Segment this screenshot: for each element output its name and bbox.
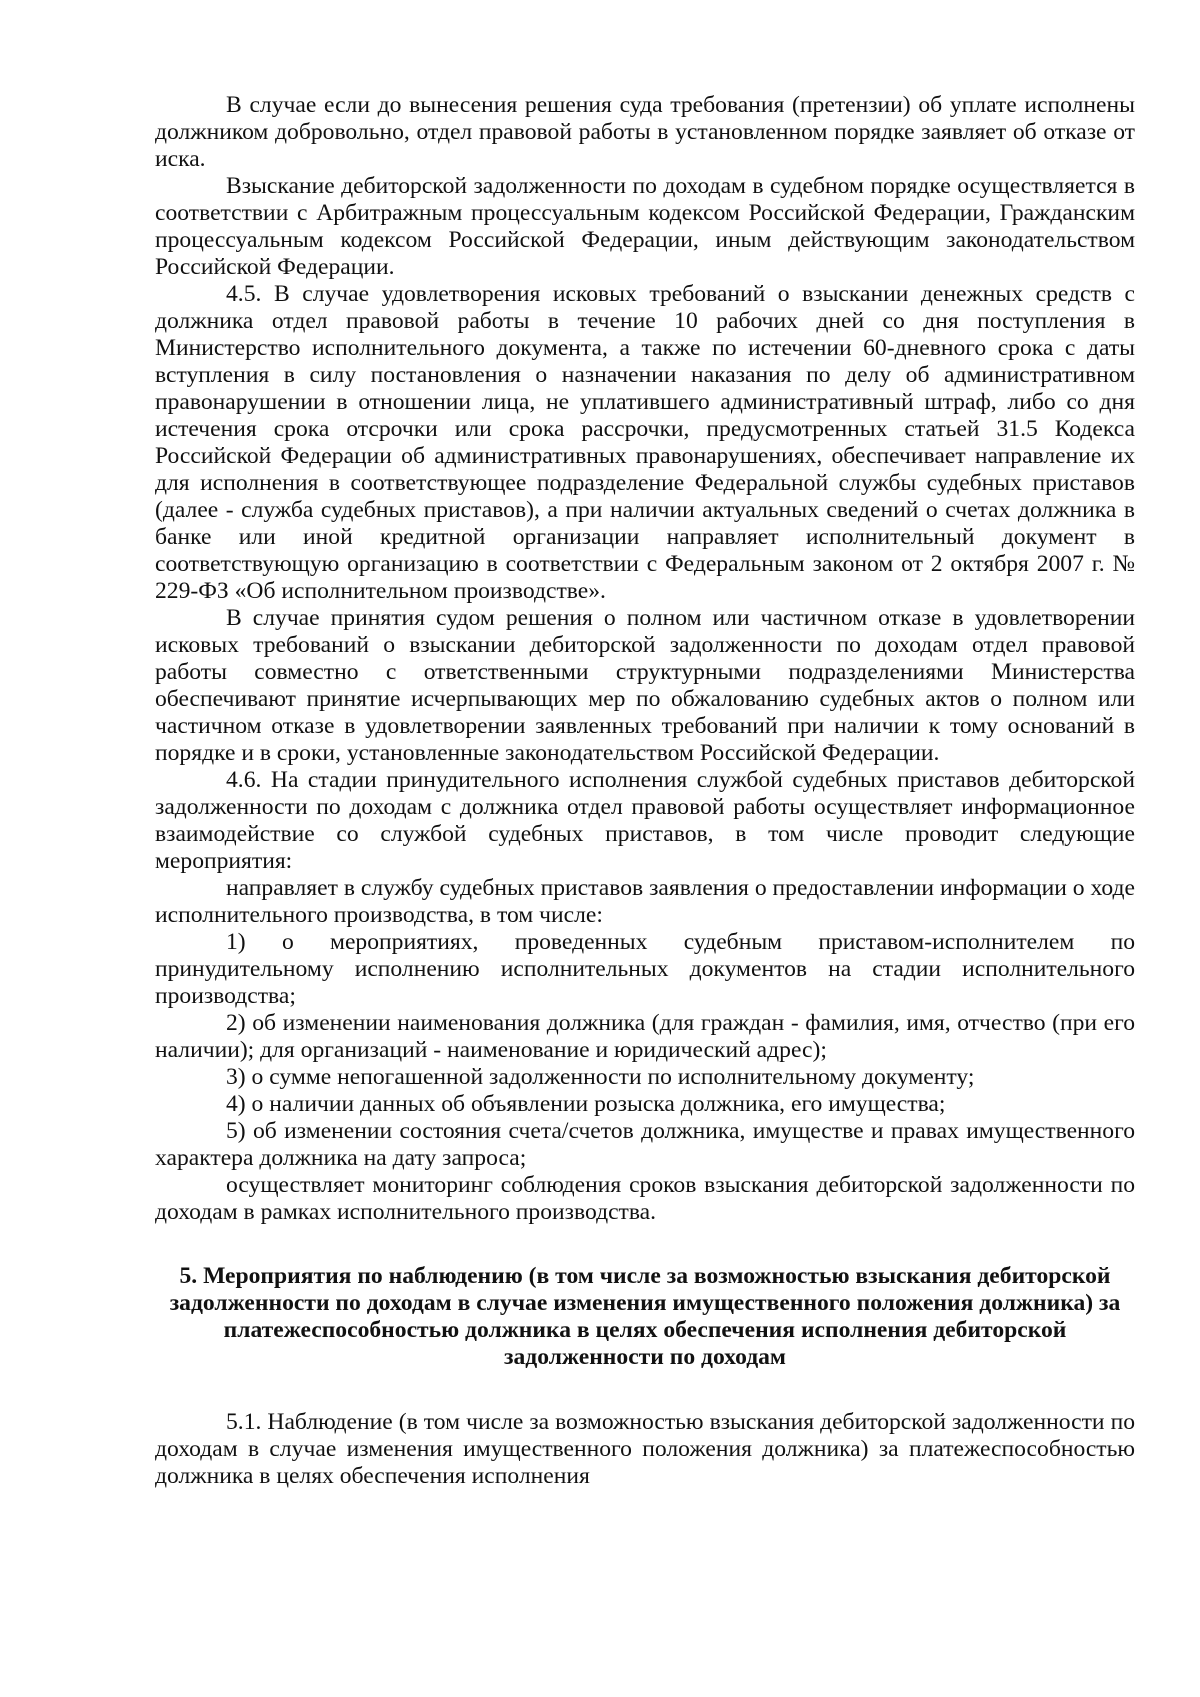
paragraph-judicial-recovery: Взыскание дебиторской задолженности по доходам в судебном порядке осуществляется в соответствии с Арбитражным процессуальным кодексом Российской Федерации, Гражданским процессуальным кодексом Российской Федерации, иным действующим законодательством Российской Федерации. bbox=[155, 173, 1135, 280]
paragraph-monitoring: осуществляет мониторинг соблюдения сроков взыскания дебиторской задолженности по доходам в рамках исполнительного производства. bbox=[155, 1172, 1135, 1225]
paragraph-5-1: 5.1. Наблюдение (в том числе за возможностью взыскания дебиторской задолженности по доходам в случае изменения имущественного положения должника) за платежеспособностью должника в целях обеспечения исполнения bbox=[155, 1409, 1135, 1489]
list-item-2: 2) об изменении наименования должника (для граждан - фамилия, имя, отчество (при его наличии); для организаций - наименование и юридический адрес); bbox=[155, 1010, 1135, 1063]
paragraph-court-voluntary-payment: В случае если до вынесения решения суда требования (претензии) об уплате исполнены должником добровольно, отдел правовой работы в установленном порядке заявляет об отказе от иска. bbox=[155, 92, 1135, 172]
paragraph-4-5: 4.5. В случае удовлетворения исковых требований о взыскании денежных средств с должника отдел правовой работы в течение 10 рабочих дней со дня поступления в Министерство исполнительного документа, а также по истечении 60-дневного срока с даты вступления в силу постановления о назначении наказания по делу об административном правонарушении в отношении лица, не уплатившего административный штраф, либо со дня истечения срока отсрочки или срока рассрочки, предусмотренных статьей 31.5 Кодекса Российской Федерации об административных правонарушениях, обеспечивает направление их для исполнения в соответствующее подразделение Федеральной службы судебных приставов (далее - служба судебных приставов), а при наличии актуальных сведений о счетах должника в банке или иной кредитной организации направляет исполнительный документ в соответствующую организацию в соответствии с Федеральным законом от 2 октября 2007 г. № 229-ФЗ «Об исполнительном производстве». bbox=[155, 281, 1135, 604]
section-heading-5: 5. Мероприятия по наблюдению (в том числе за возможностью взыскания дебиторской задолженности по доходам в случае изменения имущественного положения должника) за платежеспособностью должника в целях обеспечения исполнения дебиторской задолженности по доходам bbox=[169, 1263, 1121, 1370]
list-item-4: 4) о наличии данных об объявлении розыска должника, его имущества; bbox=[226, 1091, 946, 1117]
paragraph-request-info: направляет в службу судебных приставов заявления о предоставлении информации о ходе исполнительного производства, в том числе: bbox=[155, 875, 1135, 928]
list-item-3: 3) о сумме непогашенной задолженности по исполнительному документу; bbox=[226, 1064, 975, 1090]
document-page bbox=[155, 92, 1135, 1490]
paragraph-4-6: 4.6. На стадии принудительного исполнения службой судебных приставов дебиторской задолженности по доходам с должника отдел правовой работы осуществляет информационное взаимодействие со службой судебных приставов, в том числе проводит следующие мероприятия: bbox=[155, 767, 1135, 874]
list-item-5: 5) об изменении состояния счета/счетов должника, имуществе и правах имущественного характера должника на дату запроса; bbox=[155, 1118, 1135, 1171]
list-item-1: 1) о мероприятиях, проведенных судебным приставом-исполнителем по принудительному исполнению исполнительных документов на стадии исполнительного производства; bbox=[155, 929, 1135, 1009]
paragraph-court-refusal: В случае принятия судом решения о полном или частичном отказе в удовлетворении исковых требований о взыскании дебиторской задолженности по доходам отдел правовой работы совместно с ответственными структурными подразделениями Министерства обеспечивают принятие исчерпывающих мер по обжалованию судебных актов о полном или частичном отказе в удовлетворении заявленных требований при наличии к тому оснований в порядке и в сроки, установленные законодательством Российской Федерации. bbox=[155, 605, 1135, 766]
